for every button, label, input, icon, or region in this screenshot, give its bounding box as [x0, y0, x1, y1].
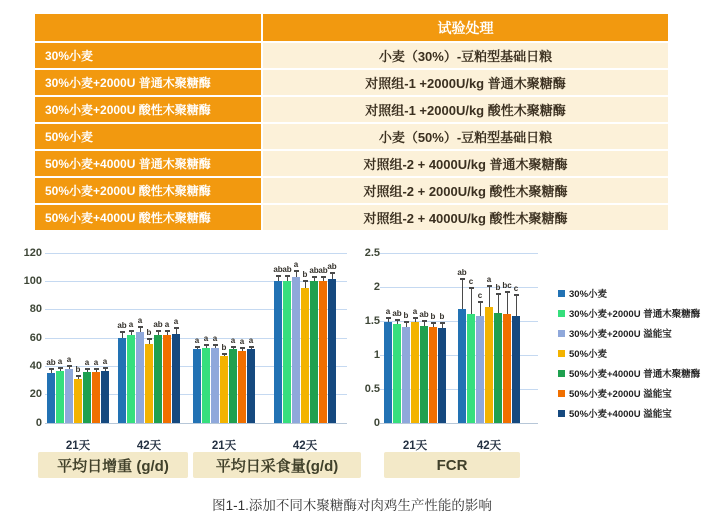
bar-wrapper [512, 284, 520, 423]
bar-wrapper [136, 315, 144, 423]
error-bar [498, 294, 499, 313]
legend-item [558, 326, 700, 340]
y-axis-tick-label: 20 [29, 388, 42, 401]
bar-series-3 [220, 356, 228, 423]
bar-wrapper [419, 310, 429, 423]
bar-wrapper [117, 321, 127, 423]
bar-series-5 [319, 281, 327, 423]
significance-letter: c [477, 290, 483, 300]
error-bar [480, 302, 481, 316]
bar-series-1 [467, 314, 475, 423]
bar-wrapper [229, 335, 237, 423]
significance-letter: a [486, 275, 492, 285]
y-axis-tick-label: 2.5 [364, 246, 380, 259]
bar-series-2 [136, 332, 144, 423]
significance-letter: a [412, 306, 418, 316]
legend-item [558, 306, 700, 320]
bar-wrapper [282, 264, 292, 423]
error-bar-cap [231, 346, 236, 348]
table-header-title: 试验处理 [263, 14, 668, 41]
bar-series-4 [154, 335, 162, 423]
y-axis-tick-label: 1.5 [364, 314, 380, 327]
table-row-label: 30%小麦+2000U 普通木聚糖酶 [35, 70, 263, 95]
significance-letter: b [75, 365, 81, 375]
error-bar-cap [58, 367, 63, 369]
bar-series-2 [65, 369, 73, 423]
treatment-table [35, 14, 668, 232]
significance-letter: a [239, 336, 245, 346]
bar-wrapper [438, 312, 446, 423]
significance-letter: a [173, 317, 179, 327]
table-header-row [35, 14, 668, 41]
legend-item [558, 406, 700, 420]
bar-series-2 [292, 277, 300, 423]
error-bar-cap [478, 301, 483, 303]
legend-label: 50%小麦+2000U 溢能宝 [569, 389, 672, 400]
bar-series-3 [74, 379, 82, 423]
bar-wrapper [46, 358, 56, 423]
table-row [35, 70, 668, 95]
bar-wrapper [101, 356, 109, 423]
bar-wrapper [211, 334, 219, 423]
error-bar-cap [312, 276, 317, 278]
error-bar-cap [213, 344, 218, 346]
bar-wrapper [429, 312, 437, 423]
bar-series-2 [211, 348, 219, 423]
bar-series-2 [402, 327, 410, 423]
table-row-value: 小麦（30%）-豆粕型基础日粮 [263, 43, 668, 68]
legend-swatch-icon [558, 410, 565, 417]
legend-label: 50%小麦+4000U 溢能宝 [569, 409, 672, 420]
bar-series-3 [145, 344, 153, 423]
bar-series-1 [202, 348, 210, 423]
bar-wrapper [56, 356, 64, 423]
significance-letter: ab [309, 266, 319, 276]
bar-wrapper [83, 358, 91, 423]
significance-letter: b [403, 311, 409, 321]
error-bar-cap [395, 319, 400, 321]
y-axis-tick-label: 0.5 [364, 382, 380, 395]
bar-wrapper [163, 319, 171, 423]
table-row [35, 205, 668, 230]
significance-letter: b [221, 342, 227, 352]
legend-swatch-icon [558, 390, 565, 397]
legend-label: 30%小麦+2000U 溢能宝 [569, 329, 672, 340]
axis-section-label: FCR [384, 452, 520, 478]
significance-letter: a [212, 334, 218, 344]
error-bar-cap [67, 365, 72, 367]
chart-plot-fcr [380, 253, 538, 423]
error-bar-cap [156, 330, 161, 332]
table-row [35, 178, 668, 203]
bar-wrapper [202, 334, 210, 423]
error-bar-cap [514, 294, 519, 296]
error-bar [462, 279, 463, 310]
error-bar-cap [195, 346, 200, 348]
significance-letter: a [203, 334, 209, 344]
y-axis-tick-label: 40 [29, 359, 42, 372]
bar-series-0 [193, 349, 201, 423]
significance-letter: b [495, 282, 501, 292]
bar-series-1 [56, 371, 64, 423]
error-bar-cap [422, 320, 427, 322]
error-bar-cap [386, 317, 391, 319]
bar-wrapper [476, 290, 484, 423]
bar-series-0 [47, 373, 55, 423]
error-bar [516, 295, 517, 315]
significance-letter: a [57, 356, 63, 366]
table-row [35, 97, 668, 122]
error-bar-cap [285, 275, 290, 277]
error-bar-cap [138, 326, 143, 328]
error-bar-cap [147, 338, 152, 340]
significance-letter: a [102, 356, 108, 366]
error-bar-cap [321, 276, 326, 278]
bar-series-4 [83, 372, 91, 423]
error-bar-cap [413, 317, 418, 319]
bar-wrapper [467, 277, 475, 423]
x-axis-group-label: 21天 [211, 440, 237, 452]
x-axis-group-label: 42天 [292, 440, 318, 452]
error-bar-cap [505, 291, 510, 293]
bar-wrapper [318, 266, 328, 423]
significance-letter: b [439, 312, 445, 322]
table-row-label: 30%小麦+2000U 酸性木聚糖酶 [35, 97, 263, 122]
significance-letter: ab [419, 310, 429, 319]
bar-series-1 [393, 324, 401, 423]
chart-legend [558, 286, 700, 420]
bar-series-0 [384, 322, 392, 423]
table-row-value: 对照组-2 + 2000U/kg 酸性木聚糖酶 [263, 178, 668, 203]
error-bar-cap [249, 346, 254, 348]
bar-wrapper [485, 275, 493, 423]
error-bar-cap [85, 368, 90, 370]
x-axis-group-label: 21天 [402, 440, 428, 452]
significance-letter: a [194, 335, 200, 345]
error-bar [507, 292, 508, 314]
legend-item [558, 386, 700, 400]
bar-series-3 [485, 307, 493, 423]
table-row-label: 50%小麦+4000U 普通木聚糖酶 [35, 151, 263, 176]
error-bar-cap [129, 330, 134, 332]
significance-letter: b [430, 312, 436, 322]
error-bar-cap [76, 375, 81, 377]
significance-letter: ab [117, 321, 127, 331]
bar-series-4 [494, 313, 502, 423]
bar-series-0 [274, 281, 282, 423]
y-axis-tick-label: 0 [35, 416, 42, 429]
table-row-label: 50%小麦 [35, 124, 263, 149]
table-row [35, 151, 668, 176]
bar-series-0 [458, 309, 466, 423]
error-bar-cap [487, 285, 492, 287]
bar-group [118, 253, 180, 423]
bar-series-5 [503, 314, 511, 423]
error-bar-cap [276, 275, 281, 277]
error-bar-cap [330, 272, 335, 274]
error-bar [305, 281, 306, 288]
bar-series-0 [118, 338, 126, 423]
table-row-value: 对照组-1 +2000U/kg 酸性木聚糖酶 [263, 97, 668, 122]
bar-wrapper [392, 308, 402, 423]
x-axis-group-label: 21天 [65, 440, 91, 452]
error-bar-cap [120, 331, 125, 333]
table-row-value: 对照组-1 +2000U/kg 普通木聚糖酶 [263, 70, 668, 95]
bar-wrapper [172, 317, 180, 423]
significance-letter: ab [457, 267, 467, 277]
axis-section-label: 平均日采食量(g/d) [193, 452, 361, 478]
bar-series-5 [92, 372, 100, 423]
bar-wrapper [127, 319, 135, 423]
bar-series-4 [229, 349, 237, 423]
bar-series-2 [476, 316, 484, 423]
bar-series-5 [238, 351, 246, 423]
error-bar-cap [49, 368, 54, 370]
bar-series-6 [512, 316, 520, 423]
bar-wrapper [153, 319, 163, 423]
bar-series-4 [420, 326, 428, 423]
significance-letter: a [385, 306, 391, 316]
significance-letter: a [248, 335, 254, 345]
y-axis-tick-label: 1 [373, 348, 380, 361]
table-row [35, 43, 668, 68]
axis-section-label: 平均日增重 (g/d) [38, 452, 188, 478]
bar-group [458, 253, 520, 423]
error-bar-cap [469, 287, 474, 289]
bar-series-3 [411, 322, 419, 423]
error-bar-cap [294, 270, 299, 272]
legend-item [558, 366, 700, 380]
x-axis-group-label: 42天 [476, 440, 502, 452]
bar-group [384, 253, 446, 423]
significance-letter: c [468, 277, 474, 287]
error-bar-cap [496, 293, 501, 295]
bar-group [47, 253, 109, 423]
error-bar-cap [431, 322, 436, 324]
significance-letter: a [137, 315, 143, 325]
legend-label: 50%小麦 [569, 349, 608, 360]
bar-series-1 [127, 335, 135, 423]
error-bar [471, 288, 472, 314]
bar-wrapper [65, 355, 73, 423]
bar-wrapper [220, 342, 228, 423]
error-bar-cap [174, 327, 179, 329]
bar-wrapper [309, 266, 319, 423]
legend-swatch-icon [558, 290, 565, 297]
table-header-left-cell [35, 14, 263, 41]
significance-letter: ab [153, 319, 163, 329]
bar-series-3 [301, 288, 309, 423]
significance-letter: a [84, 358, 90, 368]
significance-letter: a [293, 260, 299, 270]
bar-series-6 [247, 349, 255, 423]
bar-series-5 [163, 335, 171, 423]
significance-letter: a [93, 358, 99, 368]
significance-letter: b [302, 270, 308, 280]
error-bar [489, 286, 490, 306]
x-axis-group-label: 42天 [136, 440, 162, 452]
significance-letter: bc [502, 280, 512, 290]
bar-wrapper [292, 260, 300, 423]
y-axis-tick-label: 80 [29, 303, 42, 316]
significance-letter: ab [273, 264, 283, 274]
bar-series-6 [328, 279, 336, 424]
bar-wrapper [494, 282, 502, 423]
significance-letter: ab [392, 308, 402, 318]
legend-item [558, 286, 700, 300]
error-bar-cap [240, 347, 245, 349]
bar-group [274, 253, 336, 423]
table-row [35, 124, 668, 149]
bar-wrapper [301, 270, 309, 423]
error-bar-cap [460, 278, 465, 280]
bar-series-4 [310, 281, 318, 423]
bar-wrapper [327, 261, 337, 424]
table-row-value: 小麦（50%）-豆粕型基础日粮 [263, 124, 668, 149]
bar-wrapper [74, 365, 82, 423]
error-bar-cap [440, 322, 445, 324]
bar-series-6 [101, 371, 109, 423]
legend-swatch-icon [558, 370, 565, 377]
error-bar-cap [303, 280, 308, 282]
significance-letter: a [66, 355, 72, 365]
bar-wrapper [238, 336, 246, 423]
legend-label: 30%小麦 [569, 289, 608, 300]
bar-wrapper [92, 358, 100, 423]
error-bar-cap [404, 321, 409, 323]
significance-letter: b [146, 328, 152, 338]
y-axis-tick-label: 120 [23, 246, 42, 259]
error-bar-cap [222, 353, 227, 355]
y-axis-tick-label: 60 [29, 331, 42, 344]
error-bar-cap [204, 344, 209, 346]
bar-series-6 [172, 334, 180, 423]
significance-letter: ab [327, 261, 337, 271]
table-row-label: 50%小麦+2000U 酸性木聚糖酶 [35, 178, 263, 203]
y-axis-tick-label: 2 [373, 280, 380, 293]
y-axis-tick-label: 100 [23, 274, 42, 287]
significance-letter: c [513, 284, 519, 294]
significance-letter: a [230, 335, 236, 345]
significance-letter: ab [282, 264, 292, 274]
legend-swatch-icon [558, 330, 565, 337]
table-row-value: 对照组-2 + 4000U/kg 酸性木聚糖酶 [263, 205, 668, 230]
significance-letter: ab [46, 358, 56, 368]
legend-swatch-icon [558, 310, 565, 317]
bar-wrapper [402, 311, 410, 423]
bar-wrapper [193, 335, 201, 423]
bar-wrapper [502, 280, 512, 423]
legend-label: 50%小麦+4000U 普通木聚糖酶 [569, 369, 701, 380]
chart-plot-performance [45, 253, 347, 423]
bar-wrapper [457, 267, 467, 423]
error-bar-cap [103, 367, 108, 369]
bar-wrapper [247, 335, 255, 423]
bar-wrapper [411, 306, 419, 423]
figure-caption: 图1-1.添加不同木聚糖酶对肉鸡生产性能的影响 [212, 498, 492, 513]
bar-wrapper [273, 264, 283, 423]
table-row-label: 30%小麦 [35, 43, 263, 68]
significance-letter: ab [318, 266, 328, 276]
significance-letter: a [128, 319, 134, 329]
bar-series-6 [438, 328, 446, 423]
bar-wrapper [145, 328, 153, 423]
legend-swatch-icon [558, 350, 565, 357]
legend-item [558, 346, 700, 360]
bar-series-5 [429, 327, 437, 423]
legend-label: 30%小麦+2000U 普通木聚糖酶 [569, 309, 701, 320]
significance-letter: a [164, 319, 170, 329]
table-row-value: 对照组-2 + 4000U/kg 普通木聚糖酶 [263, 151, 668, 176]
bar-wrapper [384, 306, 392, 423]
y-axis-tick-label: 0 [373, 416, 380, 429]
error-bar-cap [165, 330, 170, 332]
bar-series-1 [283, 281, 291, 423]
bar-group [193, 253, 255, 423]
table-row-label: 50%小麦+4000U 酸性木聚糖酶 [35, 205, 263, 230]
error-bar-cap [94, 368, 99, 370]
